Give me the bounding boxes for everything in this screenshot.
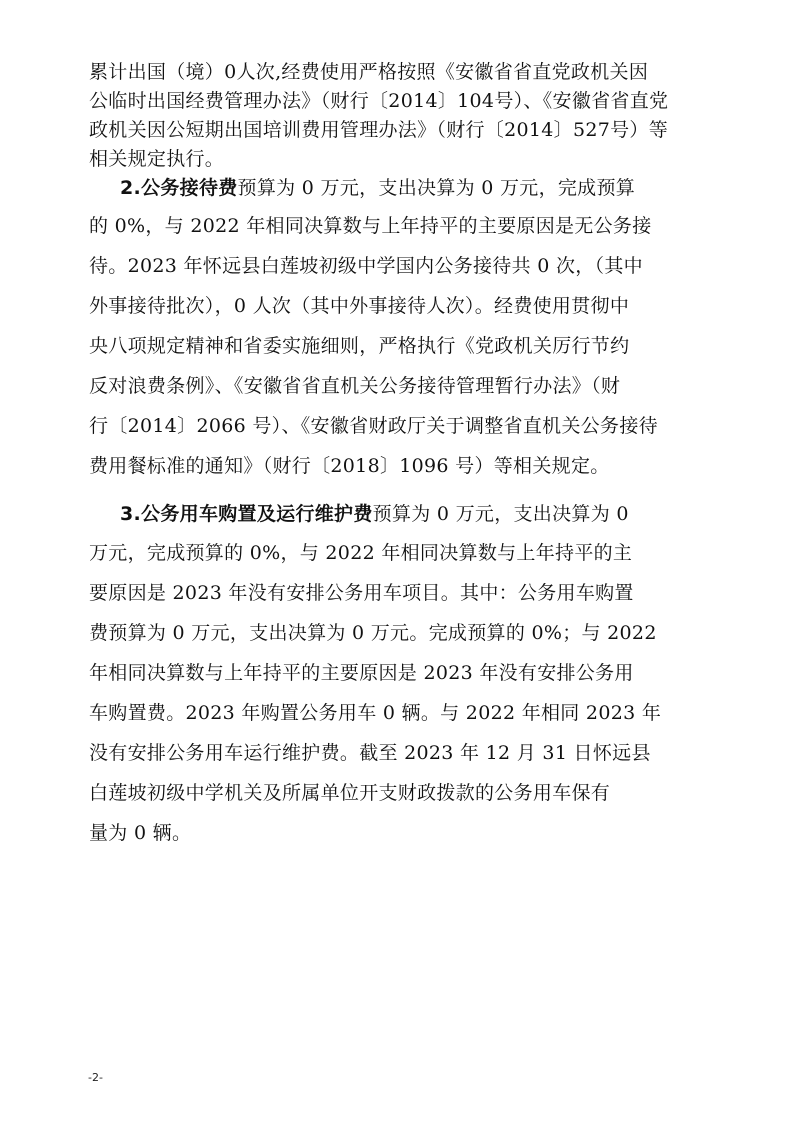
paragraph-line: 量为 0 辆。 [89, 822, 192, 844]
paragraph-line: 待。2023 年怀远县白莲坡初级中学国内公务接待共 0 次，（其中 [89, 255, 643, 277]
paragraph-line: 万元，完成预算的 0%，与 2022 年相同决算数与上年持平的主 [89, 542, 633, 564]
section-3-first-line [120, 502, 629, 526]
paragraph-line: 累计出国（境）0人次,经费使用严格按照《安徽省省直党政机关因 [89, 61, 649, 83]
paragraph-line: 行〔2014〕2066 号）、《安徽省财政厅关于调整省直机关公务接待 [89, 415, 658, 437]
section-2-first-line [120, 176, 635, 200]
paragraph-line: 没有安排公务用车运行维护费。截至 2023 年 12 月 31 日怀远县 [89, 742, 651, 764]
section-2-heading: 2.公务接待费 [120, 177, 238, 199]
paragraph-line: 公临时出国经费管理办法》（财行〔2014〕104号）、《安徽省省直党 [89, 90, 669, 112]
paragraph-line: 白莲坡初级中学机关及所属单位开支财政拨款的公务用车保有 [89, 782, 611, 804]
section-3-heading: 3.公务用车购置及运行维护费 [120, 503, 373, 525]
section-2-first-line-text: 预算为 0 万元，支出决算为 0 万元，完成预算 [237, 177, 636, 199]
paragraph-line: 车购置费。2023 年购置公务用车 0 辆。与 2022 年相同 2023 年 [89, 702, 662, 724]
paragraph-line: 央八项规定精神和省委实施细则，严格执行《党政机关厉行节约 [89, 335, 630, 357]
paragraph-line: 政机关因公短期出国培训费用管理办法》（财行〔2014〕527号）等 [89, 119, 669, 141]
paragraph-line: 年相同决算数与上年持平的主要原因是 2023 年没有安排公务用 [89, 662, 634, 684]
paragraph-line: 费用餐标准的通知》（财行〔2018〕1096 号）等相关规定。 [89, 455, 610, 477]
paragraph-line: 外事接待批次），0 人次（其中外事接待人次）。经费使用贯彻中 [89, 295, 630, 317]
paragraph-line: 相关规定执行。 [89, 148, 225, 170]
paragraph-line: 费预算为 0 万元，支出决算为 0 万元。完成预算的 0%；与 2022 [89, 622, 657, 644]
page-number: -2- [88, 1071, 103, 1084]
paragraph-line: 反对浪费条例》、《安徽省省直机关公务接待管理暂行办法》（财 [89, 375, 621, 397]
paragraph-line: 要原因是 2023 年没有安排公务用车项目。其中：公务用车购置 [89, 582, 634, 604]
section-3-first-line-text: 预算为 0 万元，支出决算为 0 [372, 503, 629, 525]
paragraph-line: 的 0%，与 2022 年相同决算数与上年持平的主要原因是无公务接 [89, 215, 652, 237]
